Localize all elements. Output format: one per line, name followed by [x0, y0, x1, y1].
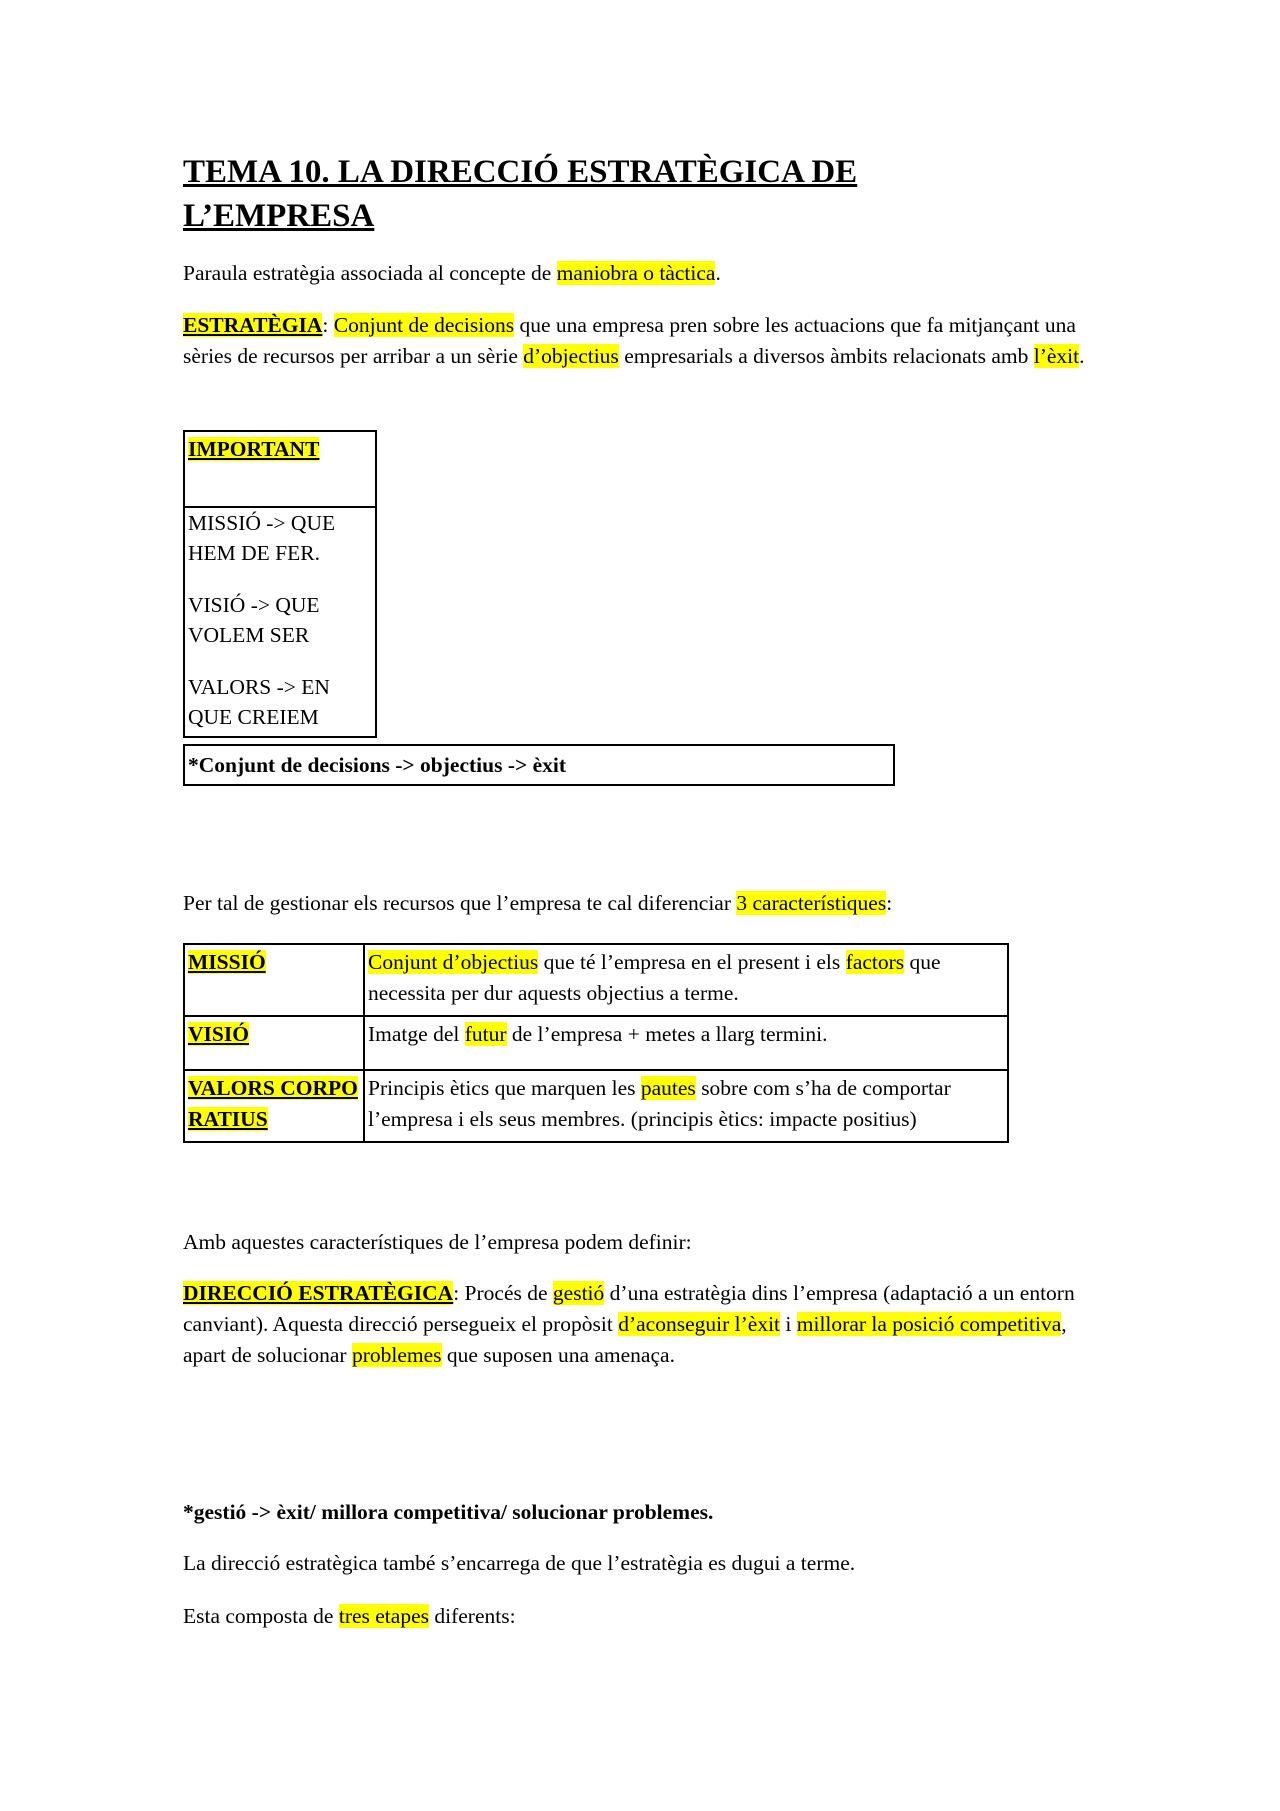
table-cell-value	[364, 1016, 1008, 1070]
estrategia-highlight-2: d’objectius	[523, 344, 619, 368]
table-cell-value	[364, 1070, 1008, 1142]
intro-paragraph	[183, 258, 1103, 289]
values-key: VALORS CORPORATIUS	[188, 1076, 358, 1131]
mission-text-1: que té l’empresa en el present i els	[538, 950, 846, 974]
estrategia-highlight-3: l’èxit	[1033, 344, 1080, 368]
values-text-2: sobre com s’ha de comportar l’empresa i els seus membres. (principis ètics: impacte positius)	[368, 1076, 951, 1131]
vision-key: VISIÓ	[188, 1022, 249, 1046]
important-box-body	[185, 508, 375, 732]
direccio-text-4: , apart de solucionar	[183, 1312, 1067, 1367]
direccio-highlight-4: problemes	[351, 1343, 442, 1367]
direccio-text-3: i	[780, 1312, 797, 1336]
mission-key: MISSIÓ	[188, 950, 266, 974]
direccio-text-2: d’una estratègia dins l’empresa (adaptació a un entorn canviant). Aquesta direcció persegueix el propòsit	[183, 1281, 1075, 1336]
page-title: TEMA 10. LA DIRECCIÓ ESTRATÈGICA DE L’EMPRESA	[183, 154, 858, 234]
important-line-values: VALORS -> EN QUE CREIEM	[188, 675, 330, 729]
intro-highlight: maniobra o tàctica	[556, 261, 716, 285]
mission-text-2: que necessita per dur aquests objectius a terme.	[368, 950, 941, 1005]
mission-highlight-2: factors	[845, 950, 905, 974]
table-row	[184, 944, 1008, 1016]
direccio-text-1: : Procés de	[453, 1281, 553, 1305]
vision-text-1: Imatge del	[368, 1022, 465, 1046]
estrategia-colon: :	[322, 313, 334, 337]
vision-text-2: de l’empresa + metes a llarg termini.	[506, 1022, 828, 1046]
important-line-vision: VISIÓ -> QUE VOLEM SER	[188, 593, 320, 647]
table-row	[184, 1070, 1008, 1142]
important-box-header	[185, 432, 375, 508]
direccio-term: DIRECCIÓ ESTRATÈGICA	[183, 1281, 454, 1305]
stages-highlight: tres etapes	[338, 1604, 429, 1628]
table-row	[184, 1016, 1008, 1070]
direccio-paragraph	[183, 1278, 1103, 1371]
direccio-highlight-3: millorar la posició competitiva	[796, 1312, 1062, 1336]
define-intro: Amb aquestes característiques de l’empresa podem definir:	[183, 1230, 692, 1254]
estrategia-text-1: que una empresa pren sobre les actuacions que fa mitjançant una sèries de recursos per arribar a un sèrie	[183, 313, 1076, 368]
estrategia-term: ESTRATÈGIA	[183, 313, 323, 337]
estrategia-highlight-1: Conjunt de decisions	[333, 313, 515, 337]
stages-end: diferents:	[428, 1604, 516, 1628]
summary-box: *Conjunt de decisions -> objectius -> èxit	[183, 744, 895, 786]
gestio-note: *gestió -> èxit/ millora competitiva/ solucionar problemes.	[183, 1500, 714, 1524]
important-box	[183, 430, 377, 738]
direccio-highlight-1: gestió	[552, 1281, 605, 1305]
table-cell-key	[184, 1016, 364, 1070]
important-line-mission: MISSIÓ -> QUE HEM DE FER.	[188, 511, 336, 565]
estrategia-paragraph	[183, 310, 1103, 372]
estrategia-text-2: empresarials a diversos àmbits relacionats amb	[618, 344, 1034, 368]
intro-end: .	[715, 261, 721, 285]
important-heading: IMPORTANT	[188, 437, 320, 461]
stages-text: Esta composta de	[183, 1604, 339, 1628]
mission-highlight-1: Conjunt d’objectius	[368, 950, 539, 974]
characteristics-intro-end: :	[886, 891, 893, 915]
characteristics-intro	[183, 888, 1103, 919]
intro-text: Paraula estratègia associada al concepte de	[183, 261, 557, 285]
table-cell-key	[184, 944, 364, 1016]
table-cell-key	[184, 1070, 364, 1142]
characteristics-intro-text: Per tal de gestionar els recursos que l’empresa te cal diferenciar	[183, 891, 737, 915]
characteristics-intro-highlight: 3 característiques	[736, 891, 887, 915]
vision-highlight-1: futur	[464, 1022, 507, 1046]
strategy-exec-paragraph: La direcció estratègica també s’encarrega de que l’estratègia es dugui a terme.	[183, 1551, 856, 1575]
table-cell-value	[364, 944, 1008, 1016]
values-text-1: Principis ètics que marquen les	[368, 1076, 641, 1100]
characteristics-table	[183, 943, 1009, 1143]
values-highlight-1: pautes	[640, 1076, 696, 1100]
direccio-highlight-2: d’aconseguir l’èxit	[618, 1312, 781, 1336]
estrategia-text-3: .	[1079, 344, 1085, 368]
direccio-text-5: que suposen una amenaça.	[441, 1343, 675, 1367]
stages-paragraph	[183, 1601, 1103, 1632]
